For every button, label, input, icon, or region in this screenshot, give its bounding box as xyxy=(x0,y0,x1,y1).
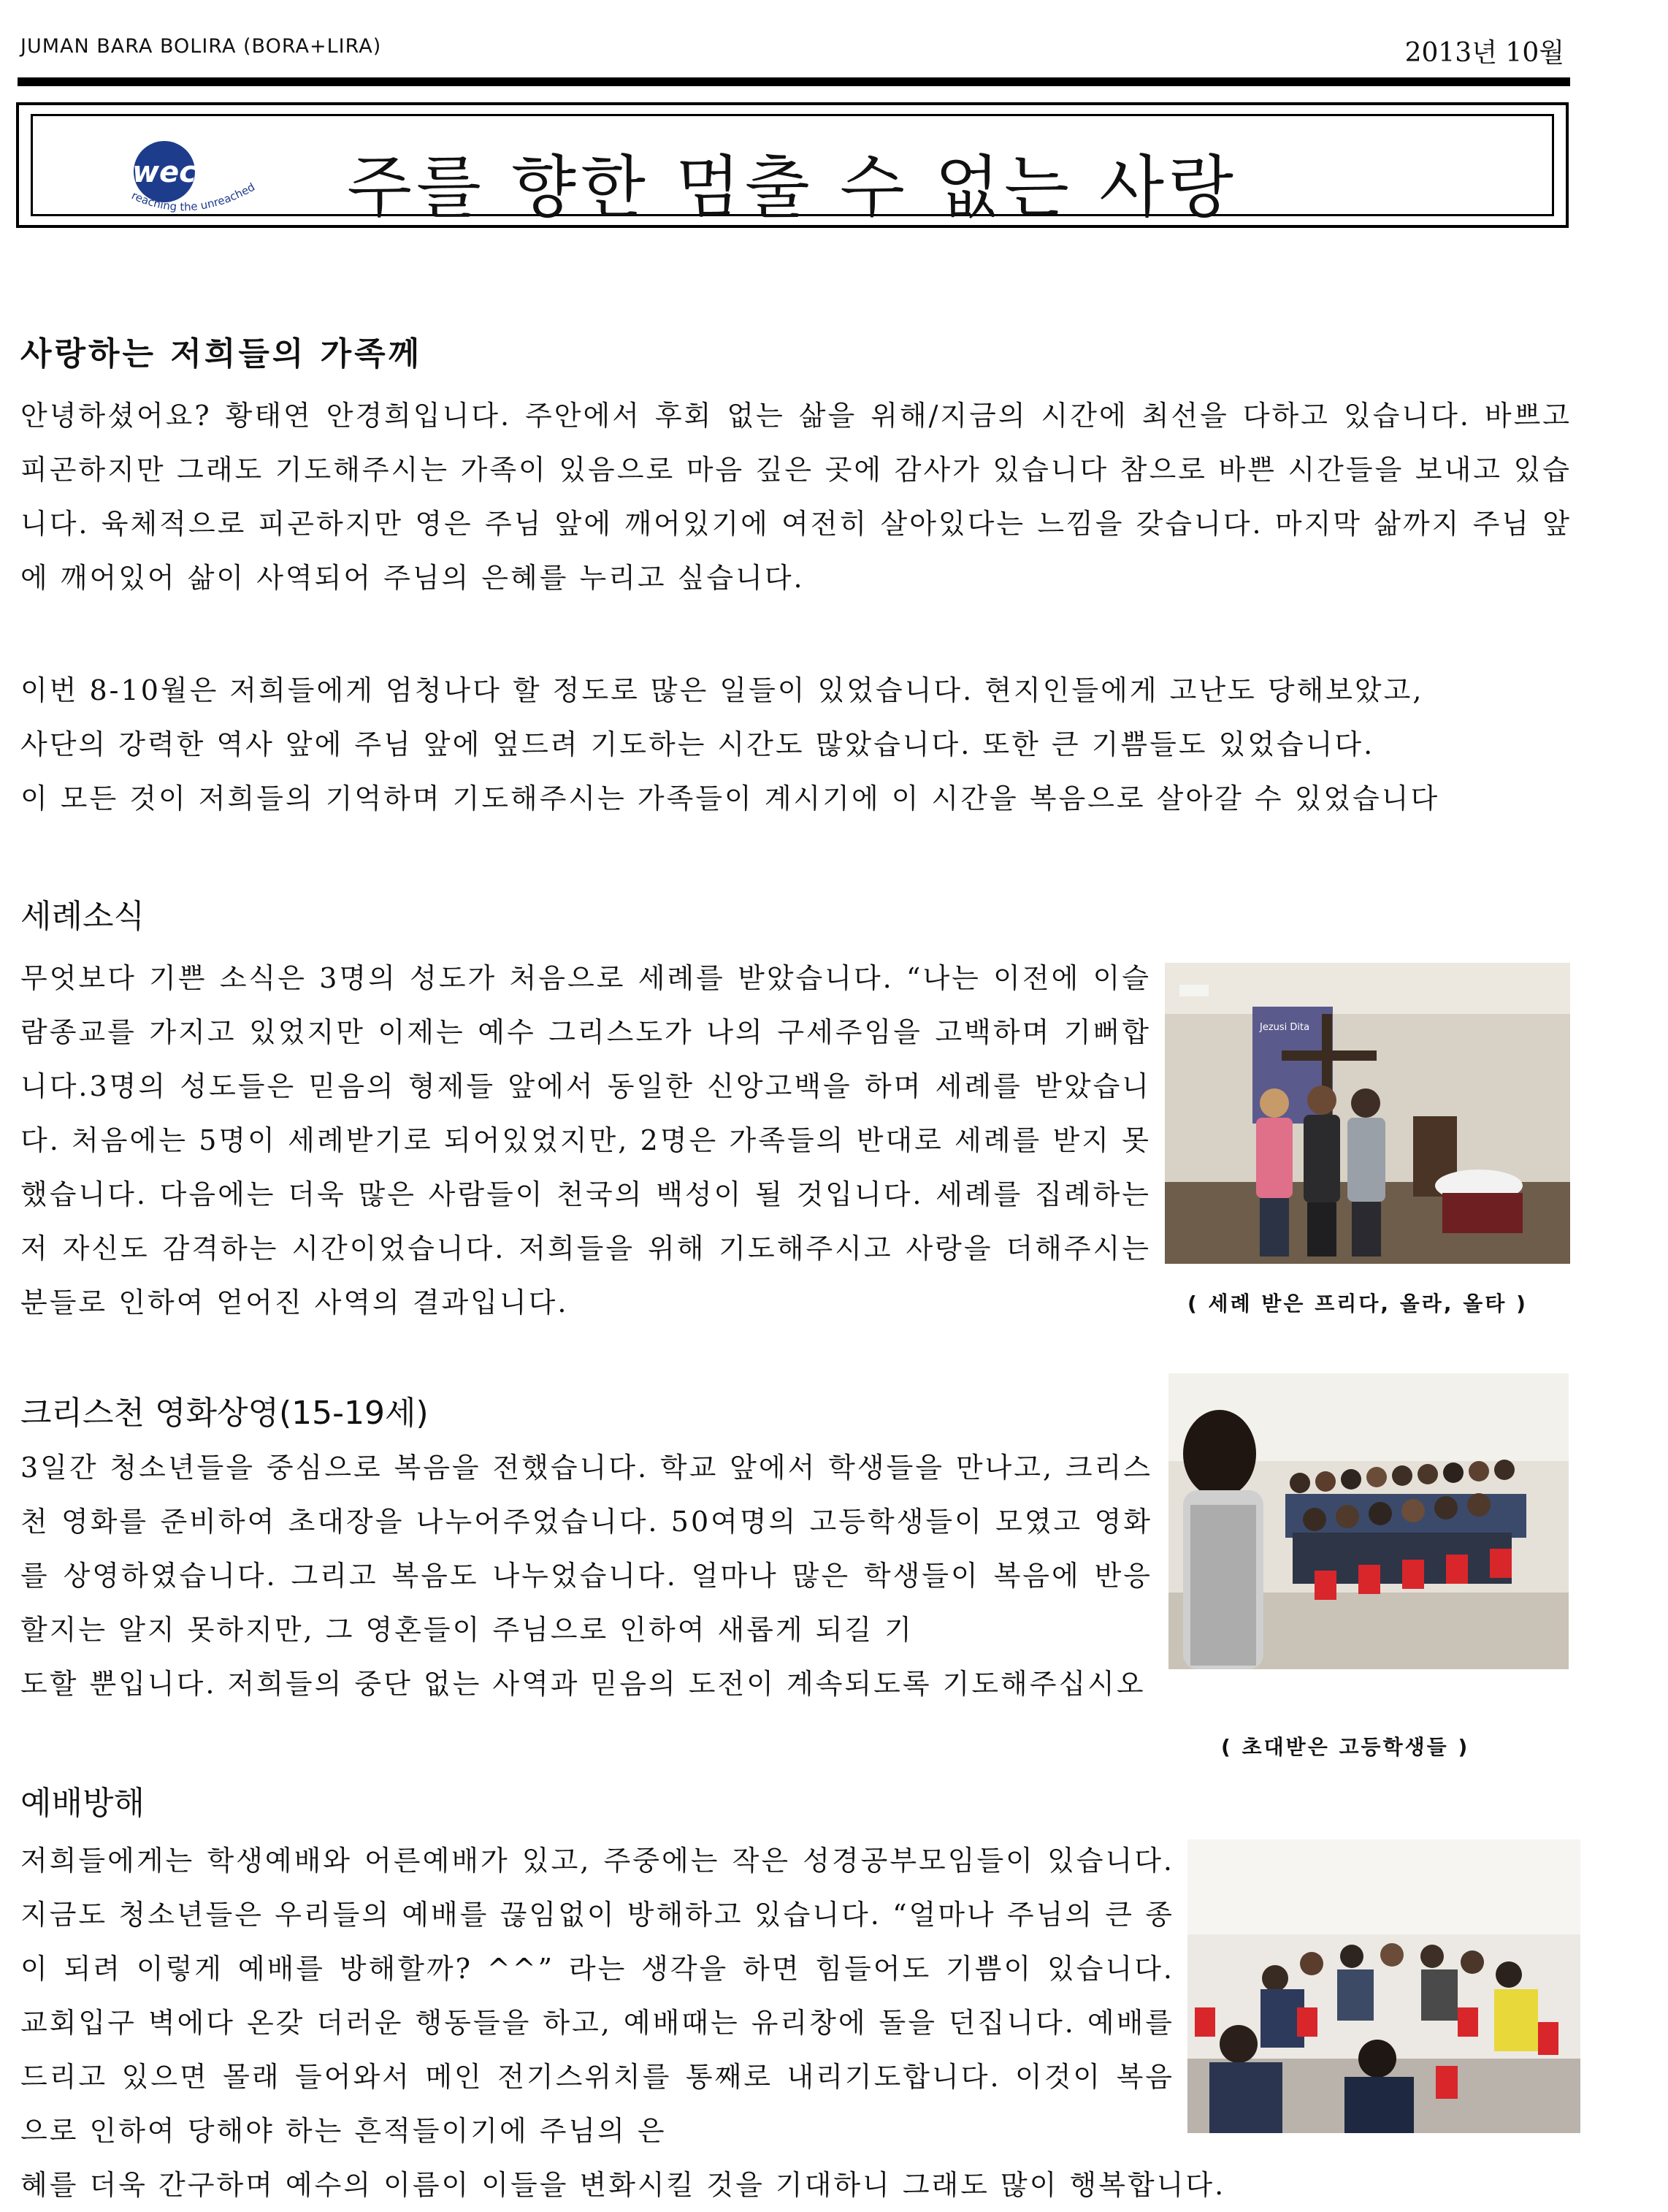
film-text-last-line: 도할 뿐입니다. 저희들의 중단 없는 사역과 믿음의 도전이 계속되도록 기도해주십시오 xyxy=(20,1668,1146,1700)
issue-date: 2013년 10월 xyxy=(1404,38,1564,68)
greeting-paragraph-1: 안녕하셨어요? 황태연 안경희입니다. 주안에서 후회 없는 삶을 위해/지금의 시간에 최선을 다하고 있습니다. 바쁘고 피곤하지만 그래도 기도해주시는 가족이 있음으로 마음 깊은 곳에 감사가 있습니다 참으로 바쁜 시간들을 보내고 있습니다. 육체적으로 피곤하지만 영은 주님 앞에 깨어있기에 여전히 살아있다는 느낌을 갖습니다. 마지막 삶까지 주님 앞에 깨어있어 삶이 사역되어 주님의 은혜를 누리고 싶습니다. xyxy=(20,400,1572,594)
baptism-photo xyxy=(1165,963,1570,1264)
greeting-paragraph-2-line-3: 이 모든 것이 저희들의 기억하며 기도해주시는 가족들이 계시기에 이 시간을 복음으로 살아갈 수 있었습니다 xyxy=(20,782,1440,815)
banner-text: Jezusi Dita xyxy=(1260,1022,1310,1033)
students-photo xyxy=(1168,1373,1569,1669)
baptism-text: 무엇보다 기쁜 소식은 3명의 성도가 처음으로 세례를 받았습니다. “나는 이전에 이슬람종교를 가지고 있었지만 이제는 예수 그리스도가 나의 구세주임을 고백하며 기뻐합니다.3명의 성도들은 믿음의 형제들 앞에서 동일한 신앙고백을 하며 세례를 받았습니다. 처음에는 5명이 세례받기로 되어있었지만, 2명은 가족들의 반대로 세례를 받지 못했습니다. 다음에는 더욱 많은 사람들이 천국의 백성이 될 것입니다. 세례를 집례하는 저 자신도 감격하는 시간이었습니다. 저희들을 위해 기도해주시고 사랑을 더해주시는 분들로 인하여 얻어진 사역의 결과입니다. xyxy=(20,962,1151,1319)
worship-text: 저희들에게는 학생예배와 어른예배가 있고, 주중에는 작은 성경공부모임들이 있습니다. 지금도 청소년들은 우리들의 예배를 끊임없이 방해하고 있습니다. “얼마나 주님의 큰 종이 되려 이렇게 예배를 방해할까? ^^” 라는 생각을 하면 힘들어도 기쁨이 있습니다. 교회입구 벽에다 온갖 더러운 행동들을 하고, 예배때는 유리창에 돌을 던집니다. 예배를 드리고 있으면 몰래 들어와서 메인 전기스위치를 통째로 내리기도합니다. 이것이 복음으로 인하여 당해야 하는 흔적들이기에 주님의 은 xyxy=(20,1845,1174,2147)
greeting-heading: 사랑하는 저희들의 가족께 xyxy=(20,335,423,373)
publication-name: JUMAN BARA BOLIRA (BORA+LIRA) xyxy=(20,35,382,58)
film-text: 3일간 청소년들을 중심으로 복음을 전했습니다. 학교 앞에서 학생들을 만나고, 크리스천 영화를 준비하여 초대장을 나누어주었습니다. 50여명의 고등학생들이 모였고 영화를 상영하였습니다. 그리고 복음도 나누었습니다. 얼마나 많은 학생들이 복음에 반응할지는 알지 못하지만, 그 영혼들이 주님으로 인하여 새롭게 되길 기 xyxy=(20,1452,1152,1646)
woman-foreground xyxy=(1183,1410,1263,1669)
baptism-photo-caption: ( 세례 받은 프리다, 올라, 올타 ) xyxy=(1187,1292,1528,1316)
students-photo-caption: ( 초대받은 고등학생들 ) xyxy=(1221,1735,1470,1759)
title-frame xyxy=(16,102,1569,228)
title-inner-frame xyxy=(31,114,1554,226)
air-conditioner xyxy=(1179,985,1209,996)
logo-tagline: reaching the unreached xyxy=(129,180,258,214)
worship-text-last-line: 혜를 더욱 간구하며 예수의 이름이 이들을 변화시킬 것을 기대하니 그래도 많이 행복합니다. xyxy=(20,2169,1226,2201)
table-cloth xyxy=(1442,1193,1523,1233)
header-rule xyxy=(18,77,1570,86)
greeting-paragraph-2-line-2: 사단의 강력한 역사 앞에 주님 앞에 엎드려 기도하는 시간도 많았습니다. 또한 큰 기쁨들도 있었습니다. xyxy=(20,728,1375,760)
page-title: 주를 향한 멈출 수 없는 사랑 xyxy=(347,148,1238,226)
cross-horizontal xyxy=(1282,1050,1377,1061)
worship-photo xyxy=(1187,1839,1580,2133)
greeting-paragraph-2-line-1: 이번 8-10월은 저희들에게 엄청나다 할 정도로 많은 일들이 있었습니다. 현지인들에게 고난도 당해보았고, xyxy=(20,674,1424,706)
worship-heading: 예배방해 xyxy=(20,1785,145,1822)
logo-mark: wec xyxy=(132,156,196,189)
film-heading: 크리스천 영화상영(15-19세) xyxy=(20,1395,429,1432)
baptism-heading: 세례소식 xyxy=(20,898,145,935)
